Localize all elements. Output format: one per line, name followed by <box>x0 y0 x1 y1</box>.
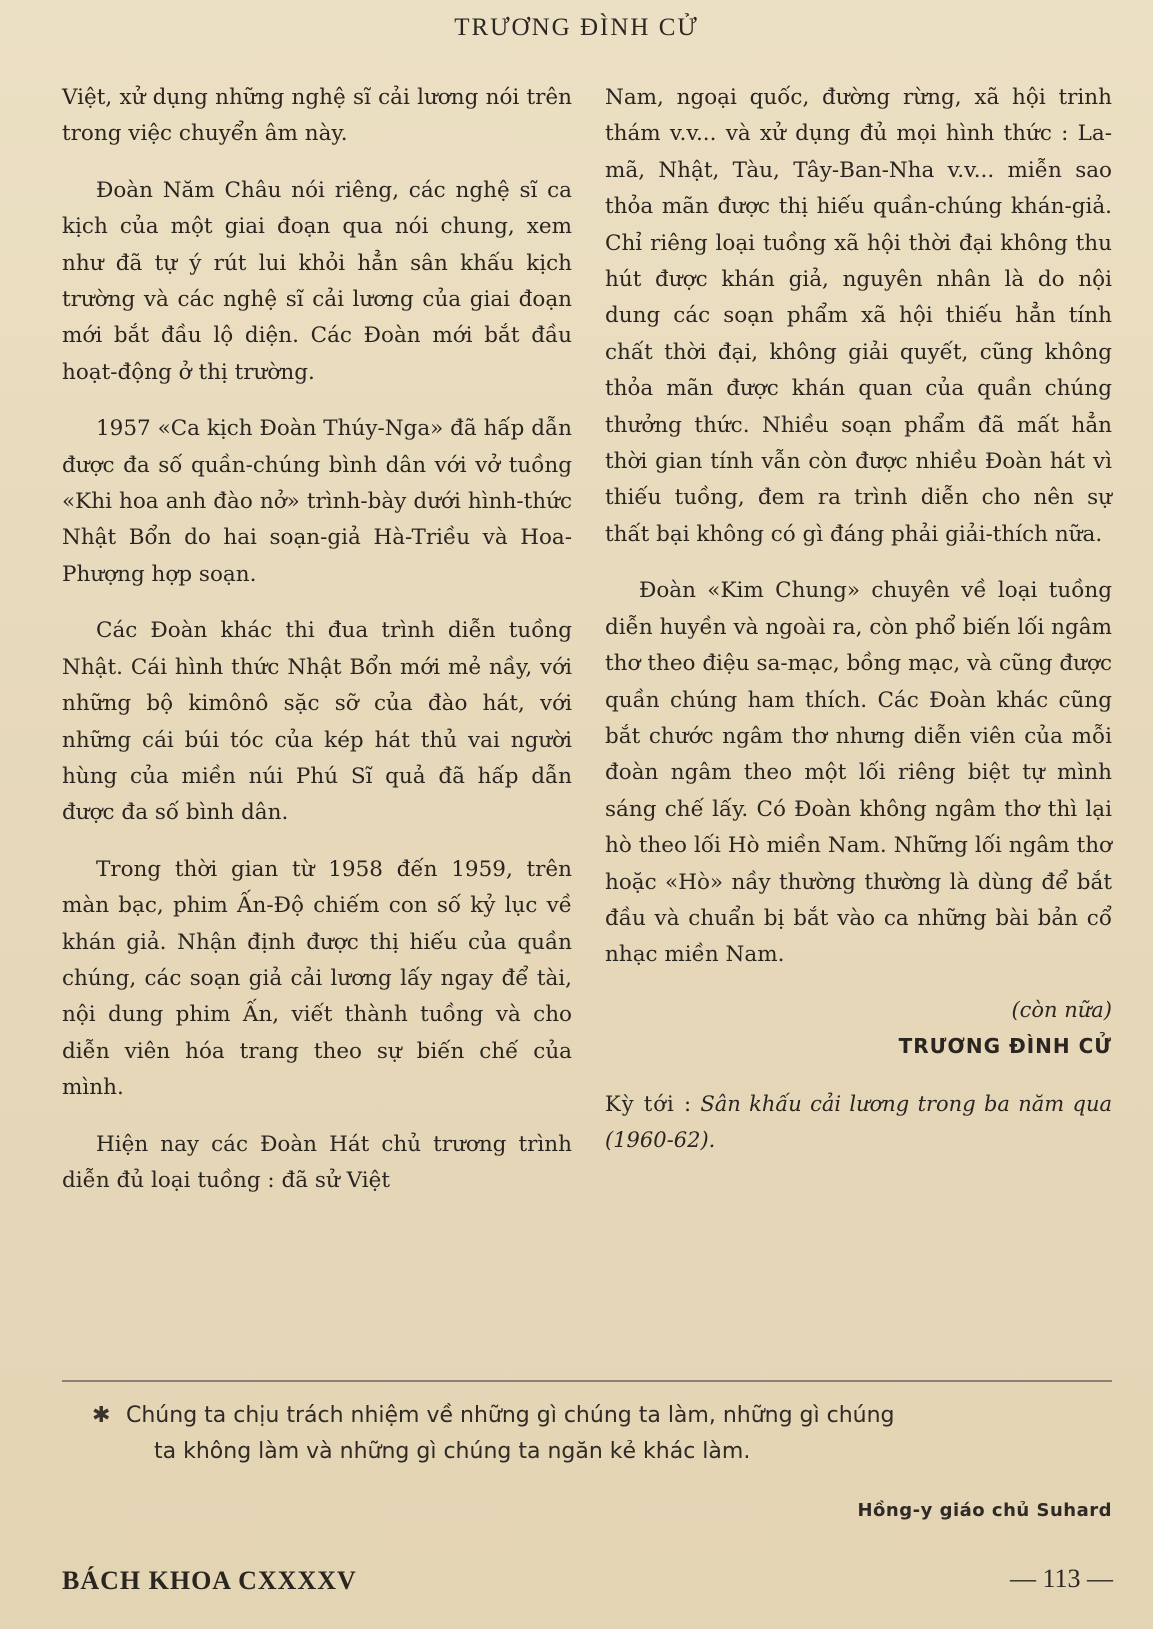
paragraph: Đoàn «Kim Chung» chuyên về loại tuồng diễn huyền và ngoài ra, còn phổ biến lối ngâm thơ theo điệu sa-mạc, bồng mạc, và cũng được quần chúng ham thích. Các Đoàn khác cũng bắt chước ngâm thơ nhưng diễn viên của mỗi đoàn ngâm theo một lối riêng biệt tự mình sáng chế lấy. Có Đoàn không ngâm thơ thì lại hò theo lối Hò miền Nam. Những lối ngâm thơ hoặc «Hò» nầy thường thường là dùng để bắt đầu và chuẩn bị bắt vào ca những bài bản cổ nhạc miền Nam. <box>605 578 1112 968</box>
left-column <box>62 80 572 1219</box>
quote-text: Chúng ta chịu trách nhiệm về những gì chúng ta làm, những gì chúng <box>126 1403 895 1428</box>
quote-line-1 <box>92 1398 1112 1434</box>
quote-line-2: ta không làm và những gì chúng ta ngăn kẻ khác làm. <box>154 1439 751 1464</box>
next-issue-title: Sân khấu cải lương trong ba năm qua (1960-62). <box>605 1091 1113 1152</box>
running-header: TRƯƠNG ĐÌNH CỬ <box>454 14 699 41</box>
continued-note: (còn nữa) <box>1011 997 1112 1022</box>
page-number: — 113 — <box>1009 1564 1113 1593</box>
quote-attribution: Hồng-y giáo chủ Suhard <box>857 1500 1112 1521</box>
paragraph: 1957 «Ca kịch Đoàn Thúy-Nga» đã hấp dẫn được đa số quần-chúng bình dân với vở tuồng «Khi hoa anh đào nở» trình-bày dưới hình-thức Nhật Bổn do hai soạn-giả Hà-Triều và Hoa-Phượng hợp soạn. <box>62 416 572 587</box>
paragraph: Các Đoàn khác thi đua trình diễn tuồng Nhật. Cái hình thức Nhật Bổn mới mẻ nầy, với những bộ kimônô sặc sỡ của đào hát, với những cái búi tóc của kép hát thủ vai người hùng của miền núi Phú Sĩ quả đã hấp dẫn được đa số bình dân. <box>62 618 572 826</box>
divider-rule <box>62 1380 1112 1382</box>
quote-block <box>92 1398 1112 1470</box>
next-issue-note <box>605 1086 1112 1158</box>
publication-footer: BÁCH KHOA CXXXXV <box>62 1566 357 1595</box>
star-ornament-icon: ✱ <box>92 1403 111 1428</box>
paragraph: Nam, ngoại quốc, đường rừng, xã hội trinh thám v.v... và xử dụng đủ mọi hình thức : La-mã, Nhật, Tàu, Tây-Ban-Nha v.v... miễn sao thỏa mãn được thị hiếu quần-chúng khán-giả. Chỉ riêng loại tuồng xã hội thời đại không thu hút được khán giả, nguyên nhân là do nội dung các soạn phẩm xã hội thiếu hẳn tính chất thời đại, không giải quyết, cũng không thỏa mãn được khán quan của quần chúng thưởng thức. Nhiều soạn phẩm đã mất hẳn thời gian tính vẫn còn được nhiều Đoàn hát vì thiếu tuồng, đem ra trình diễn cho nên sự thất bại không có gì đáng phải giải-thích nữa. <box>605 85 1112 547</box>
paragraph: Hiện nay các Đoàn Hát chủ trương trình diễn đủ loại tuồng : đã sử Việt <box>62 1131 572 1193</box>
author-signature: TRƯƠNG ĐÌNH CỬ <box>898 1033 1112 1058</box>
paragraph: Việt, xử dụng những nghệ sĩ cải lương nói trên trong việc chuyển âm này. <box>62 85 572 147</box>
paragraph: Đoàn Năm Châu nói riêng, các nghệ sĩ ca kịch của một giai đoạn qua nói chung, xem như đã tự ý rút lui khỏi hẳn sân khấu kịch trường và các nghệ sĩ cải lương của giai đoạn mới bắt đầu lộ diện. Các Đoàn mới bắt đầu hoạt-động ở thị trường. <box>62 177 572 385</box>
right-column <box>605 80 1112 1158</box>
paragraph: Trong thời gian từ 1958 đến 1959, trên màn bạc, phim Ấn-Độ chiếm con số kỷ lục về khán giả. Nhận định được thị hiếu của quần chúng, các soạn giả cải lương lấy ngay để tài, nội dung phim Ấn, viết thành tuồng và cho diễn viên hóa trang theo sự biến chế của mình. <box>62 856 572 1101</box>
next-issue-lead: Kỳ tới : <box>605 1091 693 1116</box>
